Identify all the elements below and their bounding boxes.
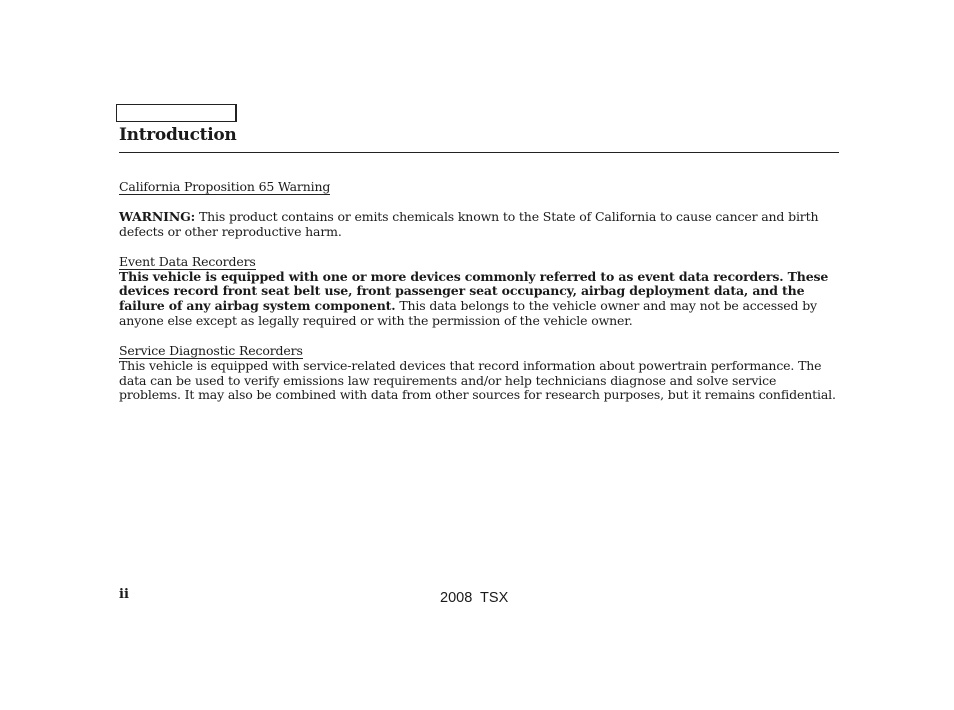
prop65-section [119,180,841,240]
edr-bold-text: This vehicle is equipped with one or more devices commonly referred to as event data recorders. These devices record front seat belt use, front passenger seat occupancy, airbag deployment data, and the failure of any airbag system component. [119,268,829,314]
footer-model: 2008 TSX [440,590,509,606]
warning-label: WARNING: [119,209,196,224]
nav-box[interactable] [116,104,237,122]
edr-paragraph [119,270,841,329]
title-divider [119,152,839,153]
page-title: Introduction [119,125,237,145]
sdr-section [119,344,841,403]
edr-section [119,255,841,329]
main-content [119,180,841,403]
prop65-paragraph [119,210,841,240]
prop65-heading-link[interactable]: California Proposition 65 Warning [119,179,331,194]
sdr-heading-link[interactable]: Service Diagnostic Recorders [119,342,303,358]
sdr-paragraph: This vehicle is equipped with service-related devices that record information about powertrain performance. The data can be used to verify emissions law requirements and/or help technicians diagnose and solve service problems. It may also be combined with data from other sources for research purposes, but it remains confidential. [119,357,836,403]
edr-normal-text: This data belongs to the vehicle owner and may not be accessed by anyone else except as legally required or with the permission of the vehicle owner. [119,298,817,328]
warning-text: This product contains or emits chemicals known to the State of California to cause cancer and birth defects or other reproductive harm. [119,209,819,239]
edr-heading-link[interactable]: Event Data Recorders [119,253,256,269]
page-number: ii [119,587,129,602]
